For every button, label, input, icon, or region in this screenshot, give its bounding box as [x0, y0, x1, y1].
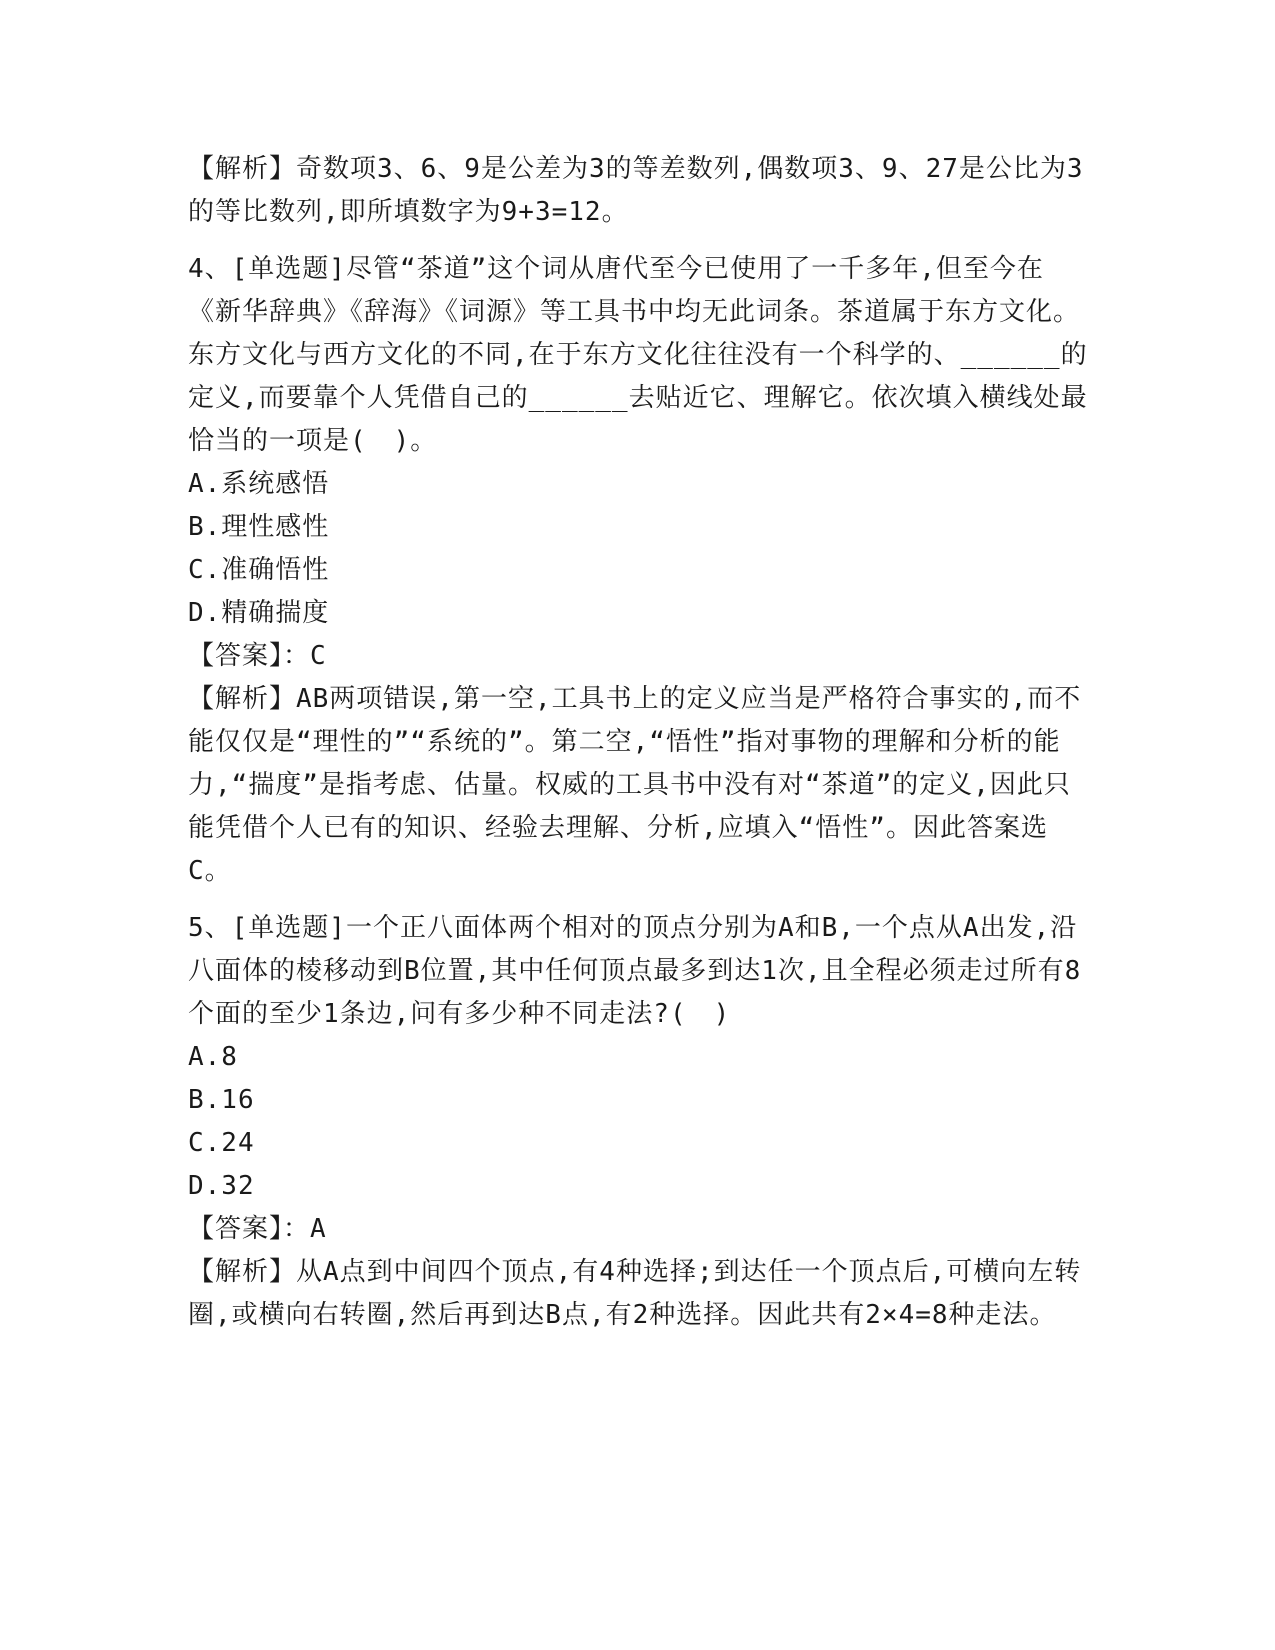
q5-option-a: A.8	[188, 1042, 238, 1072]
q4-analysis: 【解析】AB两项错误,第一空,工具书上的定义应当是严格符合事实的,而不能仅仅是“理性的”“系统的”。第二空,“悟性”指对事物的理解和分析的能力,“揣度”是指考虑、估量。权威的工具书中没有对“茶道”的定义,因此只能凭借个人已有的知识、经验去理解、分析,应填入“悟性”。因此答案选C。	[188, 684, 1082, 886]
q5-answer: 【答案】：A	[188, 1214, 327, 1244]
q4-answer: 【答案】：C	[188, 641, 327, 671]
q4-option-c: C.准确悟性	[188, 555, 330, 585]
spacer	[188, 893, 1088, 907]
q3-analysis: 【解析】奇数项3、6、9是公差为3的等差数列,偶数项3、9、27是公比为3的等比数列,即所填数字为9+3=12。	[188, 154, 1084, 227]
q5-stem: 5、[单选题]一个正八面体两个相对的顶点分别为A和B,一个点从A出发,沿八面体的棱移动到B位置,其中任何顶点最多到达1次,且全程必须走过所有8个面的至少1条边,问有多少种不同走法?( )	[188, 913, 1082, 1029]
q5-analysis: 【解析】从A点到中间四个顶点,有4种选择;到达任一个顶点后,可横向左转圈,或横向右转圈,然后再到达B点,有2种选择。因此共有2×4=8种走法。	[188, 1257, 1082, 1330]
q5-option-c: C.24	[188, 1128, 255, 1158]
q4-option-a: A.系统感悟	[188, 469, 330, 499]
q4-option-d: D.精确揣度	[188, 598, 330, 628]
document-page	[188, 148, 1088, 1337]
q4-stem: 4、[单选题]尽管“茶道”这个词从唐代至今已使用了一千多年,但至今在《新华辞典》《辞海》《词源》等工具书中均无此词条。茶道属于东方文化。东方文化与西方文化的不同,在于东方文化往往没有一个科学的、______的定义,而要靠个人凭借自己的______去贴近它、理解它。依次填入横线处最恰当的一项是( )。	[188, 254, 1088, 456]
spacer	[188, 234, 1088, 248]
q4-option-b: B.理性感性	[188, 512, 330, 542]
q5-option-d: D.32	[188, 1171, 255, 1201]
q5-option-b: B.16	[188, 1085, 255, 1115]
